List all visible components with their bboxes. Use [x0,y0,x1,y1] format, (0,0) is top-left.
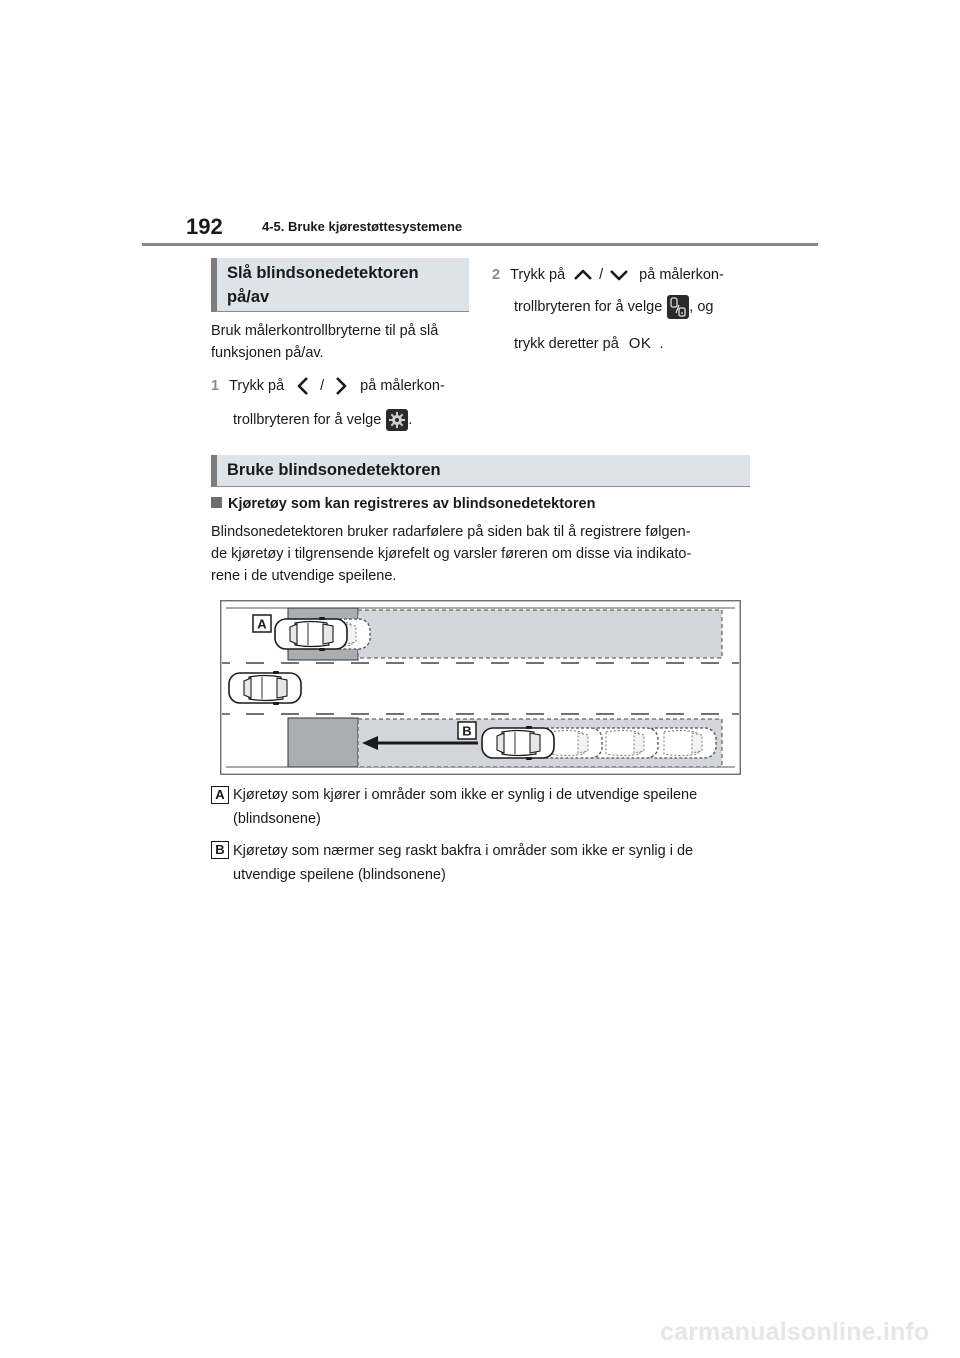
legend-b-line-2: utvendige speilene (blindsonene) [233,867,446,883]
legend-key-b: B [211,841,229,859]
step-2-line2-end: , og [689,299,714,315]
intro-line-2: funksjonen på/av. [211,345,324,361]
step-1-slash: / [320,378,325,394]
step-1-line2-end: . [408,412,413,428]
legend-item-a [233,784,753,830]
legend-b-line-1: Kjøretøy som nærmer seg raskt bakfra i områder som ikke er synlig i de [233,843,694,859]
square-bullet-icon [211,497,222,508]
watermark: carmanualsonline.info [660,1318,930,1346]
heading-toggle-bsm [211,258,469,312]
own-vehicle [229,671,301,705]
para-line-2: de kjøretøy i tilgrensende kjørefelt og varsler føreren om disse via indikato- [211,546,692,562]
step-1-line2: trollbryteren for å velge [233,412,382,428]
step-1 [211,374,471,432]
legend-key-a: A [211,786,229,804]
subheading-detectable-vehicles [211,496,595,512]
step-2-pre: Trykk på [510,267,566,283]
heading-use-bsm [211,455,750,487]
section-reference: 4-5. Bruke kjørestøttesystemene [262,219,463,234]
label-a: A [257,616,267,632]
para-line-1: Blindsonedetektoren bruker radarfølere på siden bak til å registrere følgen- [211,524,691,540]
step-1-post: på målerkon- [360,378,445,394]
intro-paragraph [211,320,438,364]
step-2-number: 2 [492,267,501,283]
step-2-line3: trykk deretter på [514,336,619,352]
legend-a-line-2: (blindsonene) [233,811,321,827]
chevron-down-icon [609,268,629,282]
page-number: 192 [186,214,223,239]
blind-spot-diagram [220,600,741,775]
heading-use-bsm-text: Bruke blindsonedetektoren [227,461,441,479]
chevron-up-icon [573,268,593,282]
chevron-right-icon [334,376,348,396]
vehicle-b [482,726,554,760]
header-divider [142,243,818,246]
step-2-slash: / [599,267,604,283]
step-2-post: på målerkon- [639,267,724,283]
intro-line-1: Bruk målerkontrollbryterne til på slå [211,323,439,339]
zone-b-dark [288,718,358,767]
step-2 [492,263,762,356]
ok-icon: OK [628,335,652,352]
step-1-number: 1 [211,378,220,394]
legend-item-b [233,840,753,886]
driver-assist-icon [667,295,689,319]
heading-line-2: på/av [227,287,270,306]
step-1-pre: Trykk på [229,378,285,394]
description-paragraph [211,521,756,587]
legend-a-line-1: Kjøretøy som kjører i områder som ikke er synlig i de utvendige speilene [233,787,698,803]
label-b: B [462,723,472,739]
para-line-3: rene i de utvendige speilene. [211,568,397,584]
zone-a-light [358,610,722,658]
gear-icon [386,409,408,431]
step-2-line2: trollbryteren for å velge [514,299,663,315]
heading-line-1: Slå blindsonedetektoren [227,263,419,282]
chevron-left-icon [296,376,310,396]
subheading-text: Kjøretøy som kan registreres av blindsonedetektoren [228,496,596,512]
step-2-line3-end: . [659,336,664,352]
vehicle-a [275,617,347,651]
